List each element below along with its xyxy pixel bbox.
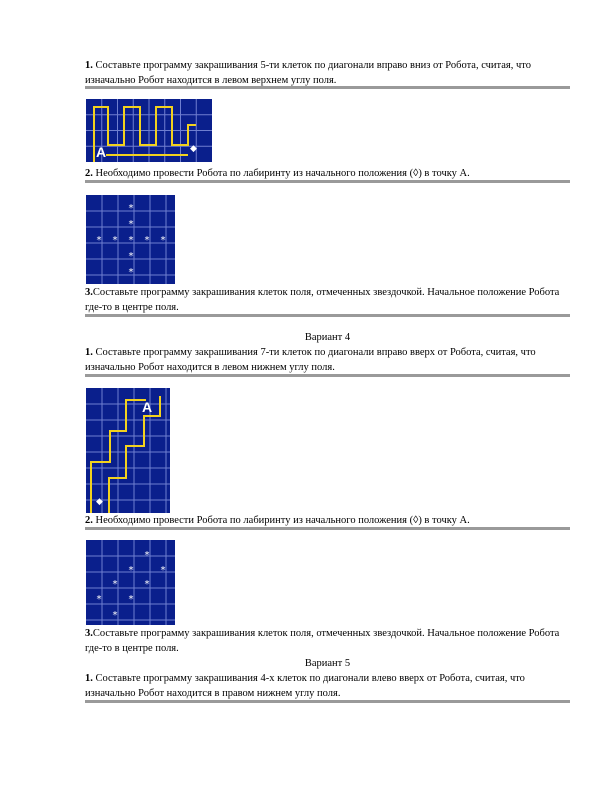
task3-text: 3.Составьте программу закрашивания клеток поля, отмеченных звездочкой. Начальное положение Робота где-то в центре поля. — [85, 287, 560, 313]
task1-text: 1. Составьте программу закрашивания 4-х клеток по диагонали влево вверх от Робота, считая, что изначально Робот находится в правом нижнем углу поля. — [85, 673, 525, 699]
variant5-title: Вариант 5 — [304, 658, 351, 669]
star-field-1 — [86, 195, 175, 284]
star-mark: * — [160, 235, 166, 246]
task2-text: 2. Необходимо провести Робота по лабиринту из начального положения (◊) в точку А. — [85, 168, 470, 179]
task2-text: 2. Необходимо провести Робота по лабиринту из начального положения (◊) в точку А. — [85, 515, 470, 526]
robot-start-icon: ◆ — [96, 497, 103, 507]
star-mark: * — [96, 594, 102, 605]
star-mark: * — [128, 219, 134, 230]
star-mark: * — [144, 579, 150, 590]
divider — [85, 700, 570, 703]
target-a-label: A — [96, 144, 107, 160]
star-mark: * — [128, 203, 134, 214]
star-mark: * — [112, 579, 118, 590]
target-a-label: A — [142, 399, 153, 415]
star-mark: * — [128, 594, 134, 605]
divider — [85, 86, 570, 89]
star-mark: * — [128, 251, 134, 262]
divider — [85, 314, 570, 317]
maze-figure-2 — [86, 388, 170, 513]
robot-start-icon: ◆ — [190, 144, 197, 154]
star-mark: * — [112, 610, 118, 621]
star-mark: * — [128, 235, 134, 246]
star-field-2 — [86, 540, 175, 625]
star-mark: * — [96, 235, 102, 246]
variant4-title: Вариант 4 — [304, 332, 351, 343]
divider — [85, 374, 570, 377]
star-mark: * — [144, 550, 150, 561]
maze-figure-1 — [86, 99, 212, 162]
star-mark: * — [112, 235, 118, 246]
star-mark: * — [128, 565, 134, 576]
task1-text: 1. Составьте программу закрашивания 5-ти клеток по диагонали вправо вниз от Робота, считая, что изначально Робот находится в левом верхнем углу поля. — [85, 60, 531, 86]
star-mark: * — [144, 235, 150, 246]
task3-text: 3.Составьте программу закрашивания клеток поля, отмеченных звездочкой. Начальное положение Робота где-то в центре поля. — [85, 628, 560, 654]
divider — [85, 527, 570, 530]
divider — [85, 180, 570, 183]
star-mark: * — [128, 267, 134, 278]
star-mark: * — [160, 565, 166, 576]
task1-text: 1. Составьте программу закрашивания 7-ти клеток по диагонали вправо вверх от Робота, считая, что изначально Робот находится в левом нижнем углу поля. — [85, 347, 536, 373]
